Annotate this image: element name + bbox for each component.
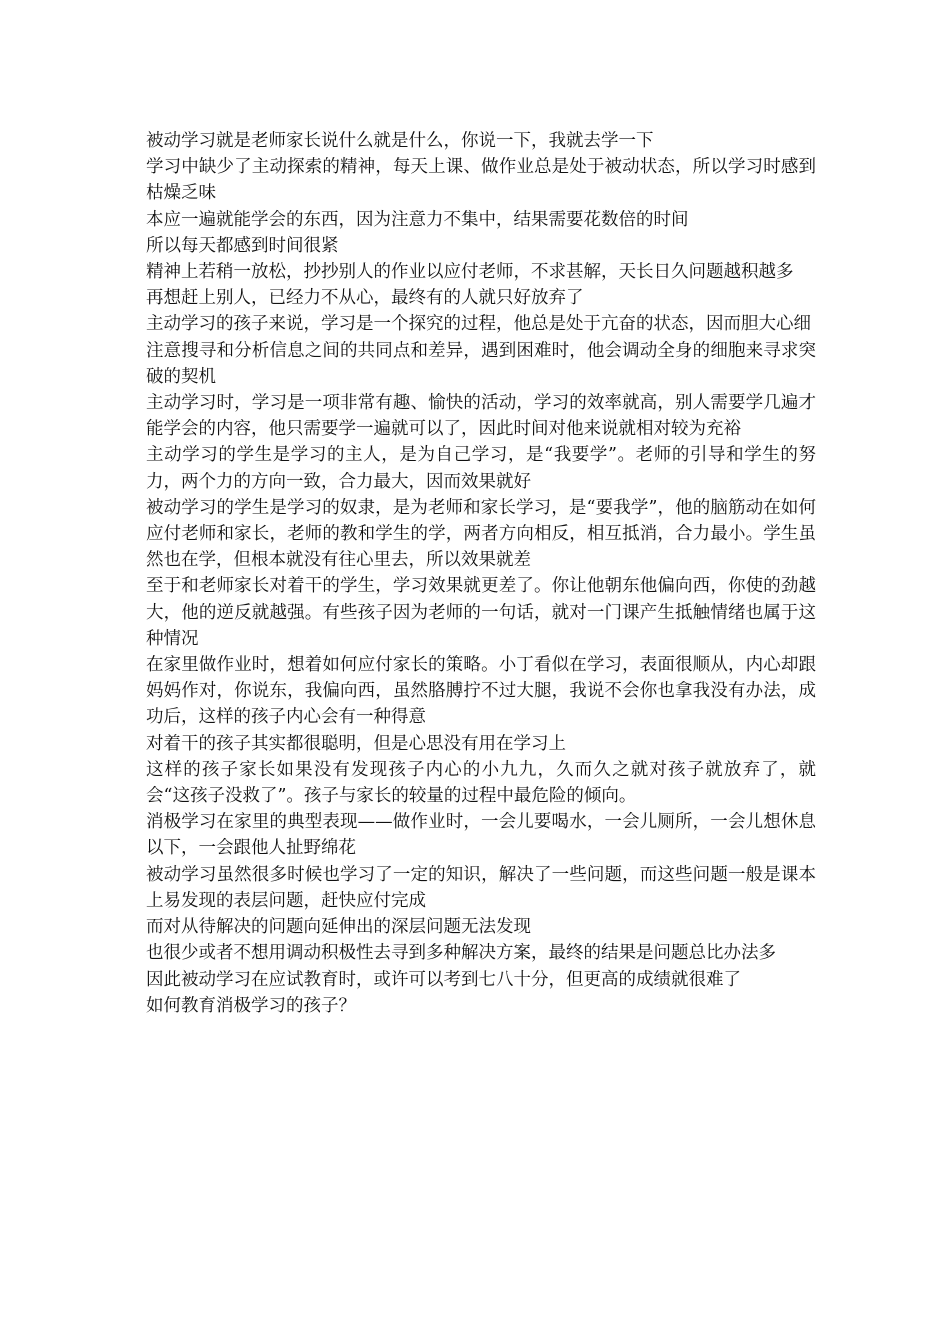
paragraph: 精神上若稍一放松，抄抄别人的作业以应付老师，不求甚解，天长日久问题越积越多: [146, 262, 794, 283]
paragraph: 对着干的孩子其实都很聪明，但是心思没有用在学习上: [146, 733, 566, 754]
paragraph: 也很少或者不想用调动积极性去寻到多种解决方案，最终的结果是问题总比办法多: [146, 943, 776, 964]
paragraph: 消极学习在家里的典型表现——做作业时，一会儿要喝水，一会儿厕所，一会儿想休息以下，一会跟他人扯野绵花: [146, 812, 816, 859]
paragraph: 这样的孩子家长如果没有发现孩子内心的小九九，久而久之就对孩子就放弃了，就会“这孩子没救了”。孩子与家长的较量的过程中最危险的倾向。: [146, 759, 816, 807]
paragraph: 如何教育消极学习的孩子？: [146, 995, 356, 1016]
paragraph: 所以每天都感到时间很紧: [146, 235, 339, 256]
paragraph: 学习中缺少了主动探索的精神，每天上课、做作业总是处于被动状态，所以学习时感到枯燥乏味: [146, 157, 816, 204]
paragraph: 因此被动学习在应试教育时，或许可以考到七八十分，但更高的成绩就很难了: [146, 969, 741, 990]
document-body: [146, 128, 816, 1019]
paragraph: 在家里做作业时，想着如何应付家长的策略。小丁看似在学习，表面很顺从，内心却跟妈妈作对，你说东，我偏向西，虽然胳膊拧不过大腿，我说不会你也拿我没有办法，成功后，这样的孩子内心会有一种得意: [146, 655, 816, 728]
paragraph: 本应一遍就能学会的东西，因为注意力不集中，结果需要花数倍的时间: [146, 209, 689, 230]
paragraph: 至于和老师家长对着干的学生，学习效果就更差了。你让他朝东他偏向西，你使的劲越大，他的逆反就越强。有些孩子因为老师的一句话，就对一门课产生抵触情绪也属于这种情况: [146, 576, 816, 649]
paragraph: 主动学习的学生是学习的主人，是为自己学习，是“我要学”。老师的引导和学生的努力，两个力的方向一致，合力最大，因而效果就好: [146, 445, 816, 492]
paragraph: 再想赶上别人，已经力不从心，最终有的人就只好放弃了: [146, 288, 584, 309]
paragraph: 主动学习时，学习是一项非常有趣、愉快的活动，学习的效率就高，别人需要学几遍才能学会的内容，他只需要学一遍就可以了，因此时间对他来说就相对较为充裕: [146, 393, 816, 440]
paragraph: 被动学习就是老师家长说什么就是什么，你说一下，我就去学一下: [146, 131, 654, 151]
paragraph: 注意搜寻和分析信息之间的共同点和差异，遇到困难时，他会调动全身的细胞来寻求突破的契机: [146, 340, 816, 387]
paragraph: 被动学习的学生是学习的奴隶，是为老师和家长学习，是“要我学”，他的脑筋动在如何应付老师和家长，老师的教和学生的学，两者方向相反，相互抵消，合力最小。学生虽然也在学，但根本就没有往心里去，所以效果就差: [146, 497, 816, 571]
paragraph: 主动学习的孩子来说，学习是一个探究的过程，他总是处于亢奋的状态，因而胆大心细: [146, 314, 811, 335]
paragraph: 而对从待解决的问题向延伸出的深层问题无法发现: [146, 917, 531, 938]
paragraph: 被动学习虽然很多时候也学习了一定的知识，解决了一些问题，而这些问题一般是课本上易发现的表层问题，赶快应付完成: [146, 864, 816, 911]
